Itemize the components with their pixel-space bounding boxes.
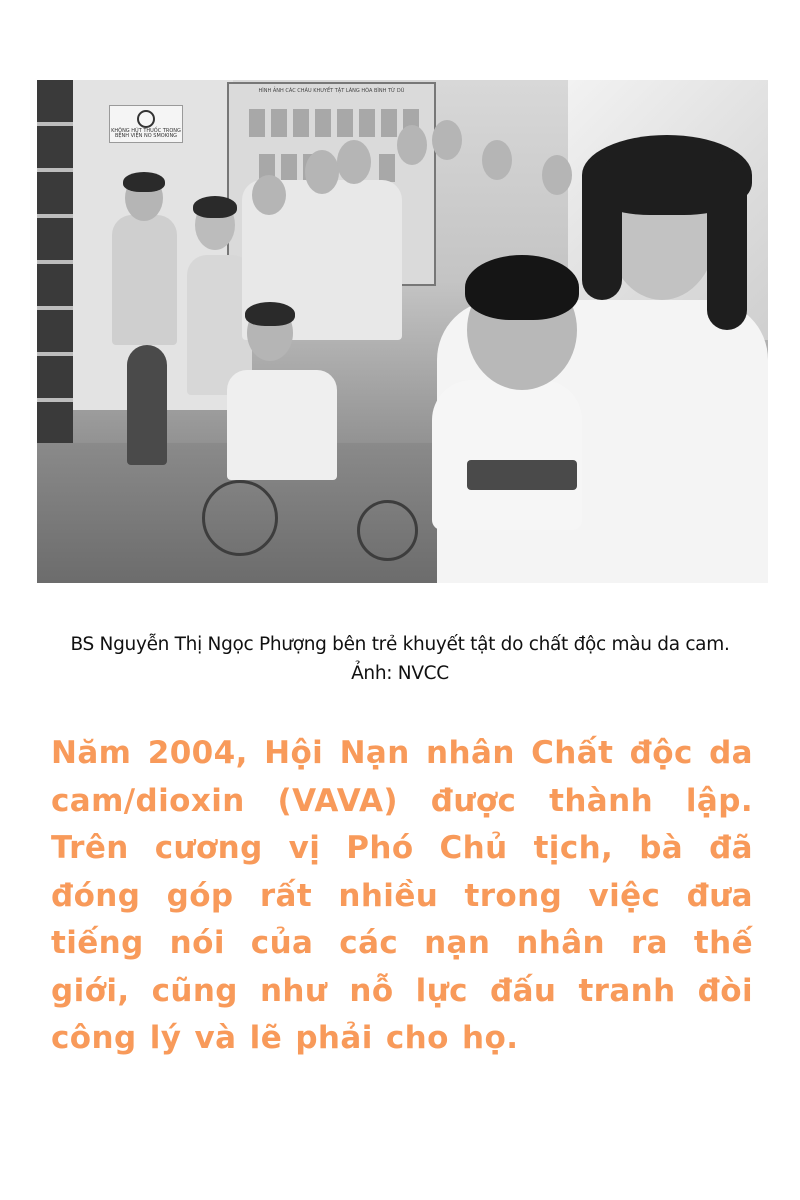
article-paragraph: Năm 2004, Hội Nạn nhân Chất độc da cam/dioxin (VAVA) được thành lập. Trên cương vị Phó Chủ tịch, bà đã đóng góp rất nhiều trong việc đưa tiếng nói của các nạn nhân ra thế giới, cũng như nỗ lực đấu tranh đòi công lý và lẽ phải cho họ. [51, 735, 753, 1056]
no-smoking-icon [137, 110, 155, 128]
caption-credit: Ảnh: NVCC [351, 663, 449, 684]
article-photo [37, 80, 768, 583]
no-smoking-sign [109, 105, 183, 143]
sign-text: KHÔNG HÚT THUỐC TRONG BỆNH VIỆN NO SMOKING [111, 128, 181, 139]
board-title: HÌNH ẢNH CÁC CHÁU KHUYẾT TẬT LÀNG HÒA BÌNH TỪ DŨ [258, 88, 405, 94]
photo-caption [0, 630, 800, 688]
caption-text: BS Nguyễn Thị Ngọc Phượng bên trẻ khuyết tật do chất độc màu da cam. [70, 634, 730, 655]
